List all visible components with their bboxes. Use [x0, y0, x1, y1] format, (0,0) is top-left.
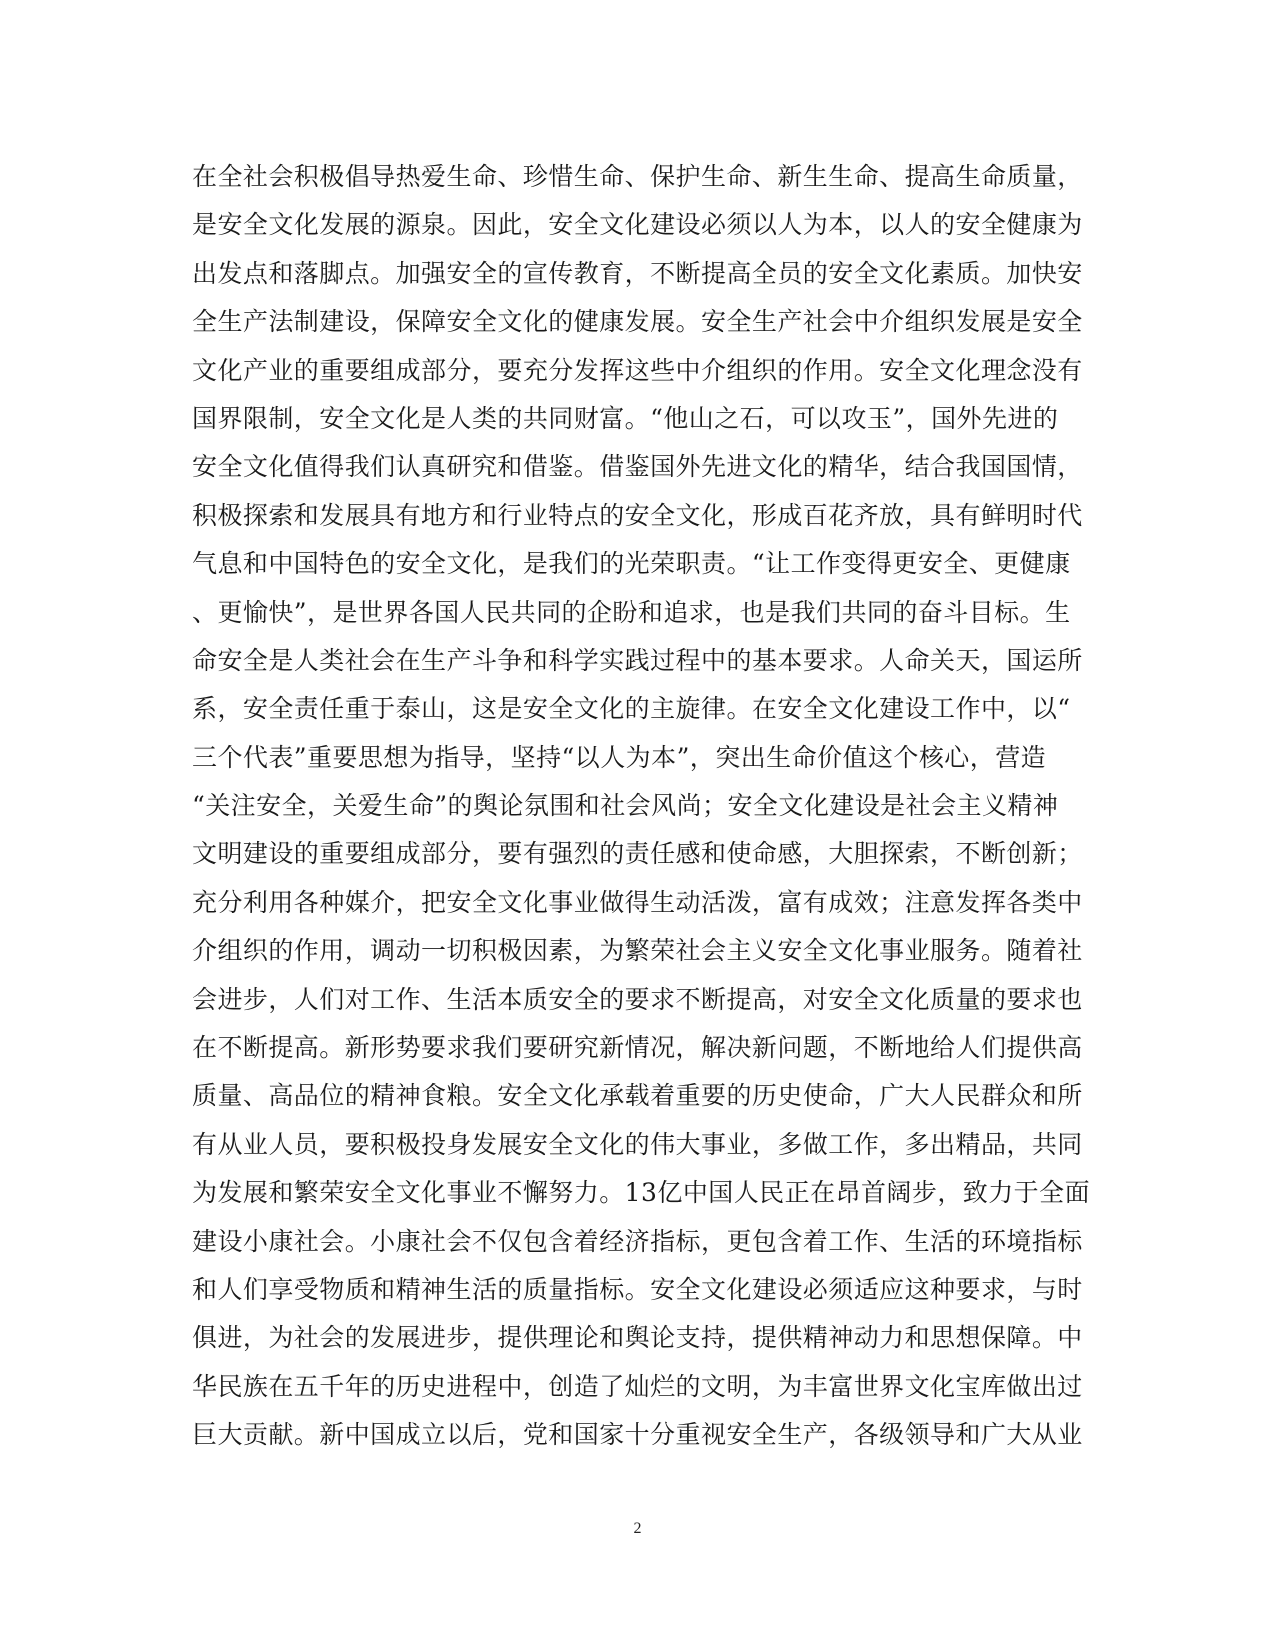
page-number: 2: [633, 1520, 642, 1537]
text-line: 介组织的作用，调动一切积极因素，为繁荣社会主义安全文化事业服务。随着社: [192, 936, 1083, 966]
text-line: 会进步，人们对工作、生活本质安全的要求不断提高，对安全文化质量的要求也: [192, 984, 1083, 1014]
text-line: 命安全是人类社会在生产斗争和科学实践过程中的基本要求。人命关天，国运所: [192, 645, 1083, 675]
text-line: 、更愉快”，是世界各国人民共同的企盼和追求，也是我们共同的奋斗目标。生: [192, 597, 1071, 627]
text-line: “关注安全，关爱生命”的舆论氛围和社会风尚；安全文化建设是社会主义精神: [192, 791, 1059, 821]
text-line: 全生产法制建设，保障安全文化的健康发展。安全生产社会中介组织发展是安全: [192, 307, 1083, 337]
text-line: 建设小康社会。小康社会不仅包含着经济指标，更包含着工作、生活的环境指标: [192, 1226, 1083, 1256]
text-line: 俱进，为社会的发展进步，提供理论和舆论支持，提供精神动力和思想保障。中: [192, 1323, 1083, 1353]
text-line: 和人们享受物质和精神生活的质量指标。安全文化建设必须适应这种要求，与时: [192, 1274, 1083, 1304]
text-line: 系，安全责任重于泰山，这是安全文化的主旋律。在安全文化建设工作中，以“: [192, 694, 1071, 724]
text-line: 气息和中国特色的安全文化，是我们的光荣职责。“让工作变得更安全、更健康: [192, 549, 1071, 579]
text-line: 巨大贡献。新中国成立以后，党和国家十分重视安全生产，各级领导和广大从业: [192, 1420, 1083, 1450]
text-line: 文化产业的重要组成部分，要充分发挥这些中介组织的作用。安全文化理念没有: [192, 355, 1083, 385]
text-line: 在全社会积极倡导热爱生命、珍惜生命、保护生命、新生生命、提高生命质量，: [192, 162, 1083, 191]
text-line: 华民族在五千年的历史进程中，创造了灿烂的文明，为丰富世界文化宝库做出过: [192, 1371, 1083, 1401]
text-line: 文明建设的重要组成部分，要有强烈的责任感和使命感，大胆探索，不断创新；: [192, 839, 1083, 869]
text-line: 充分利用各种媒介，把安全文化事业做得生动活泼，富有成效；注意发挥各类中: [192, 887, 1083, 917]
text-line: 积极探索和发展具有地方和行业特点的安全文化，形成百花齐放，具有鲜明时代: [192, 500, 1083, 530]
text-line: 质量、高品位的精神食粮。安全文化承载着重要的历史使命，广大人民群众和所: [192, 1081, 1083, 1111]
text-line: 安全文化值得我们认真研究和借鉴。借鉴国外先进文化的精华，结合我国国情，: [192, 452, 1083, 482]
text-line: 有从业人员，要积极投身发展安全文化的伟大事业，多做工作，多出精品，共同: [192, 1129, 1083, 1159]
text-line: 国界限制，安全文化是人类的共同财富。“他山之石，可以攻玉”，国外先进的: [192, 403, 1059, 433]
text-line: 在不断提高。新形势要求我们要研究新情况，解决新问题，不断地给人们提供高: [192, 1033, 1083, 1063]
body-text: [192, 153, 1091, 1460]
text-line: 为发展和繁荣安全文化事业不懈努力。13亿中国人民正在昂首阔步，致力于全面: [192, 1178, 1091, 1208]
text-line: 三个代表”重要思想为指导，坚持“以人为本”，突出生命价值这个核心，营造: [192, 742, 1047, 772]
text-line: 是安全文化发展的源泉。因此，安全文化建设必须以人为本，以人的安全健康为: [192, 210, 1083, 240]
text-line: 出发点和落脚点。加强安全的宣传教育，不断提高全员的安全文化素质。加快安: [192, 258, 1083, 288]
